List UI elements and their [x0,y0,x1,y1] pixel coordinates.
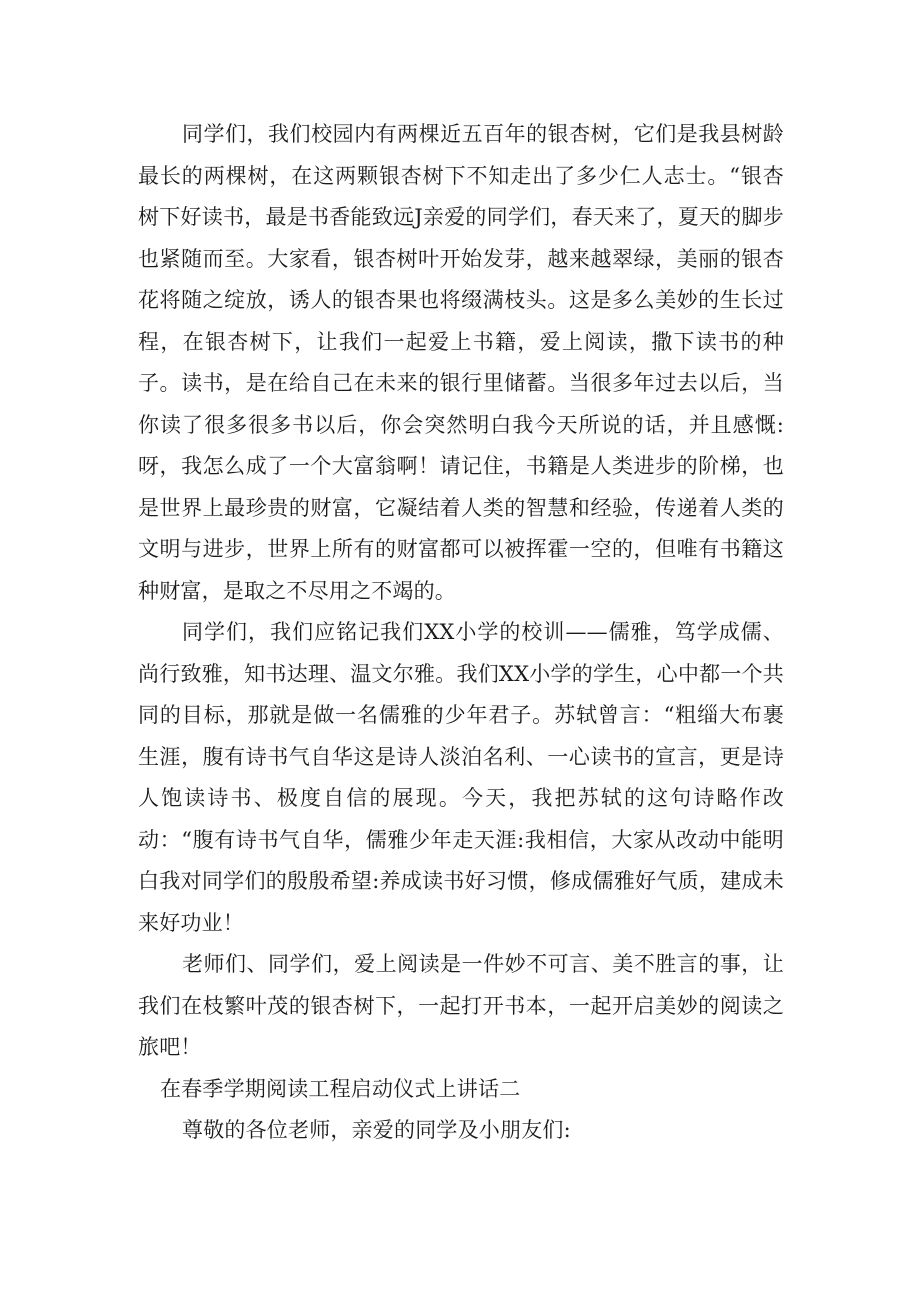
paragraph-ginkgo-reading: 同学们，我们校园内有两棵近五百年的银杏树，它们是我县树龄最长的两棵树，在这两颗银杏树下不知走出了多少仁人志士。“银杏树下好读书，最是书香能致远J亲爱的同学们，春天来了，夏天的脚步也紧随而至。大家看，银杏树叶开始发芽，越来越翠绿，美丽的银杏花将随之绽放，诱人的银杏果也将缀满枝头。这是多么美妙的生长过程，在银杏树下，让我们一起爱上书籍，爱上阅读，撒下读书的种子。读书，是在给自己在未来的银行里储蓄。当很多年过去以后，当你读了很多很多书以后，你会突然明白我今天所说的话，并且感慨:呀，我怎么成了一个大富翁啊！请记住，书籍是人类进步的阶梯，也是世界上最珍贵的财富，它凝结着人类的智慧和经验，传递着人类的文明与进步，世界上所有的财富都可以被挥霍一空的，但唯有书籍这种财富，是取之不尽用之不竭的。 [138,122,784,603]
greeting: 尊敬的各位老师，亲爱的同学及小朋友们: [182,1118,571,1142]
paragraph-school-motto: 同学们，我们应铭记我们XX小学的校训——儒雅，笃学成儒、尚行致雅，知书达理、温文尔雅。我们XX小学的学生，心中都一个共同的目标，那就是做一名儒雅的少年君子。苏轼曾言：“粗缁大布裹生涯，腹有诗书气自华这是诗人淡泊名利、一心读书的宣言，更是诗人饱读诗书、极度自信的展现。今天，我把苏轼的这句诗略作改动：“腹有诗书气自华，儒雅少年走天涯:我相信，大家从改动中能明白我对同学们的殷殷希望:养成读书好习惯，修成儒雅好气质，建成未来好功业！ [138,620,784,935]
document-body [138,114,784,1152]
paragraph-closing: 老师们、同学们，爱上阅读是一件妙不可言、美不胜言的事，让我们在枝繁叶茂的银杏树下，一起打开书本，一起开启美妙的阅读之旅吧！ [138,952,784,1059]
section-title: 在春季学期阅读工程启动仪式上讲话二 [160,1076,521,1101]
